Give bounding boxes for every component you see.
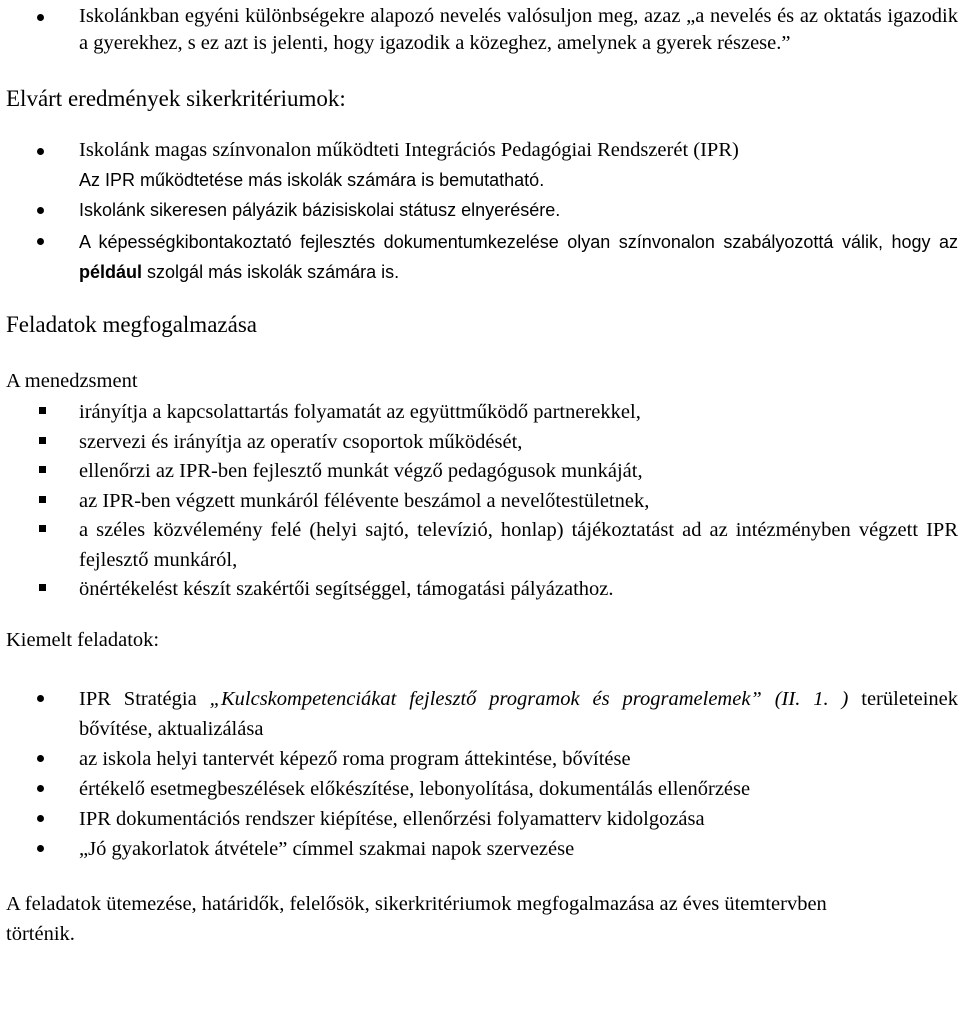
list-item-text: szolgál más iskolák számára is. — [147, 262, 400, 282]
list-item-text: IPR dokumentációs rendszer kiépítése, ellenőrzési folyamatterv kidolgozása — [79, 807, 705, 830]
list-item — [6, 167, 958, 197]
emphasis-text: például — [79, 262, 143, 282]
closing-paragraph: A feladatok ütemezése, határidők, felelősök, sikerkritériumok megfogalmazása az éves ütemtervben történik. — [6, 892, 827, 945]
bullet-square-icon — [39, 525, 46, 532]
list-item-text: Az IPR működtetése más iskolák számára is bemutatható. — [79, 170, 545, 190]
list-item-text: területeinek bővítése, aktualizálása — [79, 687, 959, 740]
list-item-text: IPR Stratégia — [79, 687, 197, 710]
list-item-text: Iskolánk magas színvonalon működteti Integrációs Pedagógiai Rendszerét (IPR) — [79, 139, 739, 161]
list-item — [6, 227, 958, 287]
list-item — [6, 575, 958, 605]
bullet-square-icon — [39, 466, 46, 473]
list-item — [6, 457, 958, 487]
list-item-text: az iskola helyi tantervét képező roma program áttekintése, bővítése — [79, 747, 631, 770]
section-heading: Feladatok megfogalmazása — [6, 312, 257, 337]
bullet-square-icon — [39, 496, 46, 503]
management-label: A menedzsment — [6, 370, 138, 392]
bullet-dot-icon — [37, 815, 44, 822]
list-item — [6, 3, 958, 57]
list-item — [6, 137, 958, 167]
list-item — [6, 398, 958, 428]
bullet-dot-icon — [37, 785, 44, 792]
list-item-text: ellenőrzi az IPR-ben fejlesztő munkát végző pedagógusok munkáját, — [79, 460, 643, 482]
list-item — [6, 804, 958, 834]
expected-results-list — [6, 137, 958, 287]
bullet-dot-icon — [37, 695, 44, 702]
list-item-text: „Jó gyakorlatok átvétele” címmel szakmai napok szervezése — [79, 837, 575, 860]
bullet-square-icon — [39, 437, 46, 444]
list-item-text: szervezi és irányítja az operatív csoportok működését, — [79, 430, 523, 453]
list-item-text: a széles közvélemény felé (helyi sajtó, televízió, honlap) tájékoztatást ad az intézményben végzett IPR fejlesztő munkáról, — [79, 519, 958, 571]
document-page — [6, 0, 958, 949]
bullet-dot-icon — [37, 755, 44, 762]
list-item — [6, 516, 958, 575]
list-item — [6, 428, 958, 458]
bullet-dot-icon — [37, 148, 44, 155]
list-item — [6, 774, 958, 804]
list-item — [6, 487, 958, 517]
bullet-dot-icon — [37, 845, 44, 852]
list-item-text: önértékelést készít szakértői segítséggel, támogatási pályázathoz. — [79, 578, 614, 600]
list-item-text: értékelő esetmegbeszélések előkészítése, lebonyolítása, dokumentálás ellenőrzése — [79, 777, 751, 800]
bullet-square-icon — [39, 584, 46, 591]
management-tasks-list — [6, 398, 958, 605]
intro-list — [6, 3, 958, 57]
section-heading: Kiemelt feladatok: — [6, 628, 160, 651]
list-item-text: az IPR-ben végzett munkáról félévente beszámol a nevelőtestületnek, — [79, 489, 650, 512]
list-item-text: A képességkibontakoztató fejlesztés dokumentumkezelése olyan színvonalon szabályozottá válik, hogy az — [79, 232, 958, 252]
list-item — [6, 684, 958, 744]
bullet-dot-icon — [37, 14, 44, 21]
key-tasks-list — [6, 684, 958, 864]
list-item — [6, 834, 958, 864]
list-item-text: irányítja a kapcsolattartás folyamatát az együttműködő partnerekkel, — [79, 401, 641, 423]
emphasis-text: „Kulcskompetenciákat fejlesztő programok és programelemek” (II. 1. ) — [209, 687, 849, 710]
list-item — [6, 744, 958, 774]
intro-text: Iskolánkban egyéni különbségekre alapozó nevelés valósuljon meg, azaz „a nevelés és az oktatás igazodik a gyerekhez, s ez azt is jelenti, hogy igazodik a közeghez, amelynek a gyerek részese.” — [79, 5, 958, 54]
bullet-square-icon — [39, 407, 46, 414]
bullet-dot-icon — [37, 238, 44, 245]
list-item-text: Iskolánk sikeresen pályázik bázisiskolai státusz elnyerésére. — [79, 200, 561, 220]
list-item — [6, 197, 958, 227]
section-heading: Elvárt eredmények sikerkritériumok: — [6, 86, 346, 111]
bullet-dot-icon — [37, 207, 44, 214]
